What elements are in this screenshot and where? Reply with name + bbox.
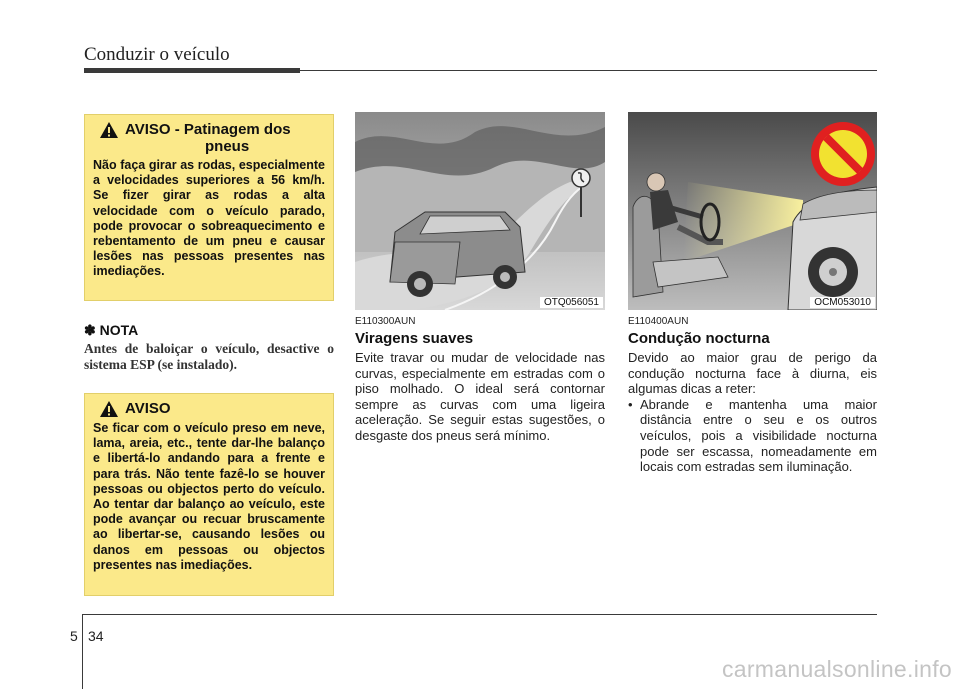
bullet-mark: • xyxy=(628,396,633,412)
section-body: Evite travar ou mudar de velocidade nas curvas, especialmente em estradas com o piso molhado. O ideal será contornar sempre as curvas com uma ligeira aceleração. Se seguir estas sugestões, o desgaste dos pneus será mínimo. xyxy=(355,350,605,443)
section-title: Viragens suaves xyxy=(355,330,474,347)
header-rule-thin xyxy=(300,70,877,71)
section-code: E110400AUN xyxy=(628,316,689,327)
warning-title: AVISO - Patinagem dos xyxy=(125,121,291,138)
section-body xyxy=(628,350,877,475)
page-header-title: Conduzir o veículo xyxy=(84,44,230,65)
warning-title: AVISO xyxy=(125,400,171,417)
figure-code-label: OCM053010 xyxy=(810,297,875,308)
warning-box-tire-spin xyxy=(84,114,334,301)
section-code: E110300AUN xyxy=(355,316,416,327)
curve-road-illustration xyxy=(355,112,605,310)
figure-curve-road xyxy=(355,112,605,310)
warning-heading xyxy=(93,121,325,155)
figure-night-driving xyxy=(628,112,877,310)
warning-box-stuck-vehicle xyxy=(84,393,334,596)
warning-text: Se ficar com o veículo preso em neve, lama, areia, etc., tente dar-lhe balanço e libertá-lo andando para a frente e para trás. Não tente fazê-lo se houver pessoas ou objectos perto do veículo. Ao tentar dar balanço ao veículo, este pode avançar ou recuar bruscamente ao libertar-se, causando lesões ou danos em pessoas ou objectos presentes nas imediações. xyxy=(93,421,325,572)
section-intro: Devido ao maior grau de perigo da condução nocturna face à diurna, eis algumas dicas a reter: xyxy=(628,350,877,397)
warning-heading xyxy=(93,400,325,418)
page-number: 34 xyxy=(88,628,104,644)
warning-text: Não faça girar as rodas, especialmente a velocidades superiores a 56 km/h. Se fizer girar as rodas a alta velocidade com o veículo parado, pode provocar o sobreaquecimento e rebentamento de um pneu e causar lesões nas pessoas presentes nas imediações. xyxy=(93,158,325,279)
warning-triangle-icon xyxy=(99,400,119,418)
watermark: carmanualsonline.info xyxy=(721,656,952,682)
nota-text: Antes de baloiçar o veículo, desactive o sistema ESP (se instalado). xyxy=(84,341,334,372)
chapter-number: 5 xyxy=(70,628,78,644)
list-item xyxy=(628,397,877,475)
bullet-text: Abrande e mantenha uma maior distância entre o seu e os outros veículos, pois a visibilidade nocturna pode ser escassa, nomeadamente em locais com estradas sem iluminação. xyxy=(640,396,877,475)
nota-title: ✽ NOTA xyxy=(84,322,139,338)
footer-vertical-rule xyxy=(82,614,83,689)
figure-code-label: OTQ056051 xyxy=(540,297,603,308)
warning-title-line2: pneus xyxy=(205,138,250,155)
section-title: Condução nocturna xyxy=(628,330,770,347)
warning-triangle-icon xyxy=(99,121,119,139)
prohibition-sign-icon xyxy=(811,122,875,186)
night-driving-illustration xyxy=(628,112,877,310)
header-rule-thick xyxy=(84,68,300,73)
footer-rule xyxy=(82,614,877,615)
